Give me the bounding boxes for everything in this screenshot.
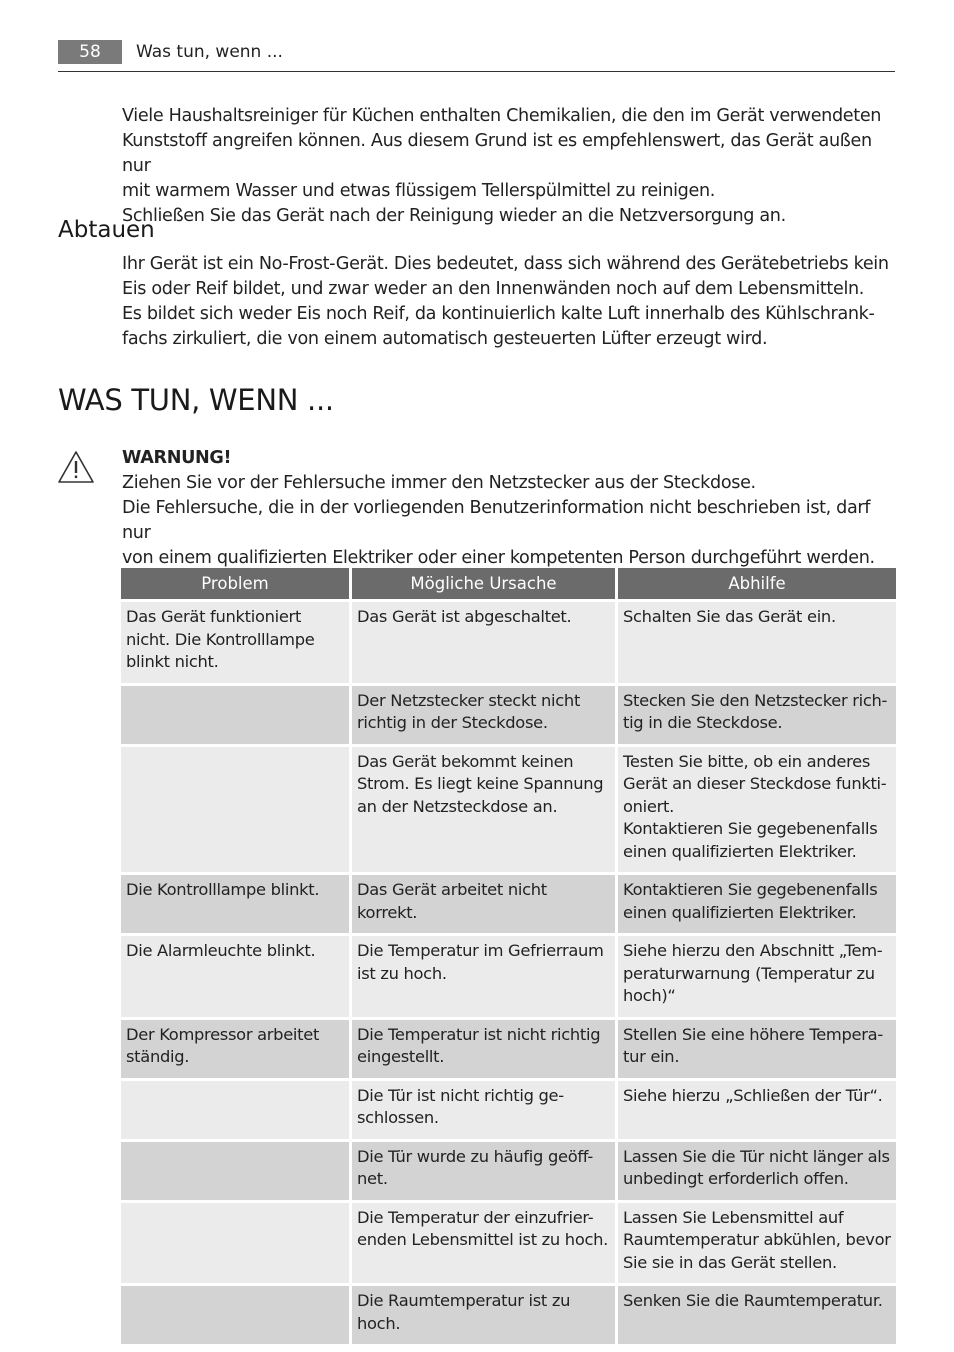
cell-line: blinkt nicht. <box>126 652 219 671</box>
cell-line: Stecken Sie den Netzstecker rich- <box>623 690 888 710</box>
cell-line: Der Netzstecker steckt nicht <box>357 690 581 710</box>
column-header-cause: Mögliche Ursache <box>352 568 615 599</box>
problem-cell <box>121 686 349 744</box>
abtauen-line: Ihr Gerät ist ein No-Frost-Gerät. Dies bedeutet, dass sich während des Gerätebetriebs kein <box>122 254 889 274</box>
cell-line: Das Gerät bekommt keinen <box>357 751 574 771</box>
remedy-cell <box>618 747 896 873</box>
problem-cell <box>121 1020 349 1078</box>
cell-line: tig in die Steckdose. <box>623 713 783 732</box>
abtauen-line: Es bildet sich weder Eis noch Reif, da kontinuierlich kalte Luft innerhalb des Kühlschrank- <box>122 304 875 324</box>
cell-line: Stellen Sie eine höhere Tempera- <box>623 1024 883 1044</box>
cause-cell <box>352 747 615 873</box>
column-header-problem: Problem <box>121 568 349 599</box>
remedy-cell <box>618 875 896 933</box>
problem-cell <box>121 747 349 873</box>
remedy-cell <box>618 1286 896 1344</box>
table-row <box>121 1142 896 1200</box>
problem-cell <box>121 1203 349 1284</box>
cell-line: ständig. <box>126 1047 190 1066</box>
column-header-remedy: Abhilfe <box>618 568 896 599</box>
cell-line: schlossen. <box>357 1108 439 1127</box>
problem-cell <box>121 1081 349 1139</box>
remedy-cell <box>618 1203 896 1284</box>
problem-cell <box>121 936 349 1017</box>
table-header-row <box>121 568 896 599</box>
cause-cell <box>352 1142 615 1200</box>
cell-line: ist zu hoch. <box>357 963 447 983</box>
cell-line: peraturwarnung (Temperatur zu <box>623 963 875 983</box>
warning-block <box>122 446 897 571</box>
abtauen-paragraph <box>122 252 897 352</box>
cell-line: enden Lebensmittel ist zu hoch. <box>357 1230 609 1249</box>
table-row <box>121 1203 896 1284</box>
intro-line: Kunststoff angreifen können. Aus diesem Grund ist es empfehlenswert, das Gerät außen nur <box>122 131 872 176</box>
cell-line: tur ein. <box>623 1047 680 1066</box>
remedy-cell <box>618 1020 896 1078</box>
cause-cell <box>352 936 615 1017</box>
cell-line: Die Tür wurde zu häufig geöff- <box>357 1146 593 1166</box>
intro-line: Schließen Sie das Gerät nach der Reinigung wieder an die Netzversorgung an. <box>122 206 786 226</box>
cell-line: Die Temperatur der einzufrier- <box>357 1207 594 1227</box>
intro-paragraph <box>122 104 897 229</box>
table-row <box>121 747 896 873</box>
problem-cell <box>121 1142 349 1200</box>
page-title: WAS TUN, WENN ... <box>58 383 334 417</box>
page-number: 58 <box>58 40 122 64</box>
cause-cell <box>352 1020 615 1078</box>
cause-cell <box>352 686 615 744</box>
cell-line: Lassen Sie die Tür nicht länger als <box>623 1146 890 1166</box>
remedy-cell <box>618 686 896 744</box>
warning-line: von einem qualifizierten Elektriker oder einer kompetenten Person durchgeführt werden. <box>122 548 875 568</box>
cell-line: Schalten Sie das Gerät ein. <box>623 607 836 626</box>
cell-line: Das Gerät ist abgeschaltet. <box>357 607 572 626</box>
abtauen-line: Eis oder Reif bildet, und zwar weder an den Innenwänden noch auf dem Lebensmitteln. <box>122 279 865 299</box>
table-row <box>121 686 896 744</box>
cell-line: Kontaktieren Sie gegebenenfalls <box>623 819 878 838</box>
remedy-cell <box>618 1081 896 1139</box>
problem-cell <box>121 602 349 683</box>
cell-line: eingestellt. <box>357 1047 445 1066</box>
intro-line: Viele Haushaltsreiniger für Küchen enthalten Chemikalien, die den im Gerät verwendeten <box>122 106 882 126</box>
cell-line: richtig in der Steckdose. <box>357 713 548 732</box>
cell-line: Strom. Es liegt keine Spannung <box>357 774 604 793</box>
page-header <box>58 40 895 72</box>
cell-line: Kontaktieren Sie gegebenenfalls <box>623 880 878 899</box>
remedy-cell <box>618 936 896 1017</box>
cell-line: oniert. <box>623 796 674 816</box>
cell-line: Gerät an dieser Steckdose funkti- <box>623 774 887 793</box>
table-row <box>121 875 896 933</box>
cell-line: Die Tür ist nicht richtig ge- <box>357 1085 564 1105</box>
table-row <box>121 602 896 683</box>
table-row <box>121 1286 896 1344</box>
table-row <box>121 1020 896 1078</box>
cell-line: Die Raumtemperatur ist zu <box>357 1291 571 1310</box>
section-heading-abtauen: Abtauen <box>58 217 155 243</box>
cause-cell <box>352 1081 615 1139</box>
abtauen-line: fachs zirkuliert, die von einem automatisch gesteuerten Lüfter erzeugt wird. <box>122 329 768 349</box>
cell-line: Die Temperatur im Gefrierraum <box>357 941 604 960</box>
cell-line: Die Kontrolllampe blinkt. <box>126 880 320 899</box>
warning-line: Ziehen Sie vor der Fehlersuche immer den Netzstecker aus der Steckdose. <box>122 473 756 493</box>
table-row <box>121 1081 896 1139</box>
cell-line: Raumtemperatur abkühlen, bevor <box>623 1230 891 1249</box>
cell-line: Das Gerät funktioniert <box>126 607 302 626</box>
remedy-cell <box>618 602 896 683</box>
cell-line: an der Netzsteckdose an. <box>357 796 558 816</box>
cell-line: hoch)“ <box>623 986 676 1005</box>
cell-line: nicht. Die Kontrolllampe <box>126 629 315 649</box>
cell-line: Lassen Sie Lebensmittel auf <box>623 1207 844 1227</box>
cell-line: Siehe hierzu „Schließen der Tür“. <box>623 1085 883 1105</box>
cell-line: Der Kompressor arbeitet <box>126 1024 320 1044</box>
cell-line: Senken Sie die Raumtemperatur. <box>623 1291 883 1310</box>
cell-line: Die Temperatur ist nicht richtig <box>357 1024 601 1044</box>
running-title: Was tun, wenn ... <box>136 42 283 62</box>
cell-line: hoch. <box>357 1313 401 1333</box>
cause-cell <box>352 875 615 933</box>
remedy-cell <box>618 1142 896 1200</box>
problem-cell <box>121 875 349 933</box>
cell-line: einen qualifizierten Elektriker. <box>623 902 857 922</box>
troubleshooting-table <box>118 565 899 1347</box>
cell-line: net. <box>357 1169 388 1188</box>
cell-line: Siehe hierzu den Abschnitt „Tem- <box>623 941 883 960</box>
table-row <box>121 936 896 1017</box>
problem-cell <box>121 1286 349 1344</box>
cause-cell <box>352 1286 615 1344</box>
warning-title: WARNUNG! <box>122 448 232 468</box>
cell-line: unbedingt erforderlich offen. <box>623 1169 849 1188</box>
warning-line: Die Fehlersuche, die in der vorliegenden Benutzerinformation nicht beschrieben ist, darf nur <box>122 498 871 543</box>
warning-triangle-icon <box>57 450 95 484</box>
cause-cell <box>352 602 615 683</box>
cell-line: Die Alarmleuchte blinkt. <box>126 941 316 960</box>
cell-line: Sie sie in das Gerät stellen. <box>623 1252 837 1272</box>
cause-cell <box>352 1203 615 1284</box>
cell-line: Das Gerät arbeitet nicht korrekt. <box>357 880 547 922</box>
cell-line: einen qualifizierten Elektriker. <box>623 841 857 861</box>
intro-line: mit warmem Wasser und etwas flüssigem Tellerspülmittel zu reinigen. <box>122 181 716 201</box>
cell-line: Testen Sie bitte, ob ein anderes <box>623 751 871 771</box>
